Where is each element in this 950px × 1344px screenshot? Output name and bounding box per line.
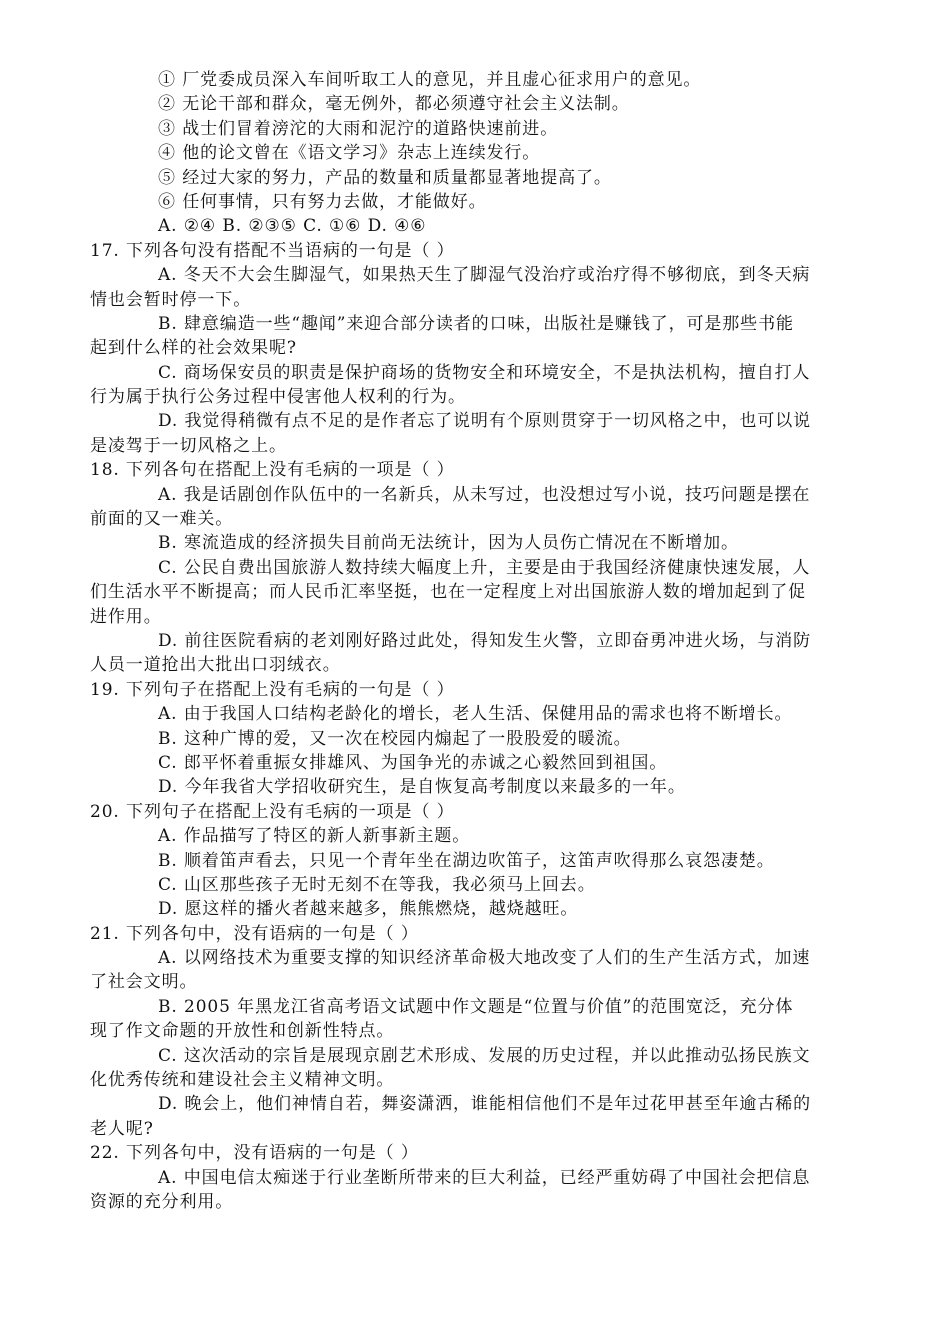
q17-option-d-cont: 是凌驾于一切风格之上。 xyxy=(90,435,287,456)
q22-stem: 22. 下列各句中，没有语病的一句是（ ） xyxy=(90,1143,419,1164)
q21-option-c: C. 这次活动的宗旨是展现京剧艺术形成、发展的历史过程，并以此推动弘扬民族文 xyxy=(158,1045,811,1066)
q17-option-c-cont: 行为属于执行公务过程中侵害他人权利的行为。 xyxy=(90,387,466,408)
q17-option-b-cont: 起到什么样的社会效果呢? xyxy=(90,338,297,359)
q19-option-a: A. 由于我国人口结构老龄化的增长，老人生活、保健用品的需求也将不断增长。 xyxy=(158,704,793,725)
q19-stem: 19. 下列句子在搭配上没有毛病的一句是（ ） xyxy=(90,679,455,700)
q21-option-b: B. 2005 年黑龙江省高考语文试题中作文题是“位置与价值”的范围宽泛，充分体 xyxy=(158,996,794,1017)
q20-stem: 20. 下列句子在搭配上没有毛病的一项是（ ） xyxy=(90,801,455,822)
q18-stem: 18. 下列各句在搭配上没有毛病的一项是（ ） xyxy=(90,460,455,481)
q17-option-d: D. 我觉得稍微有点不足的是作者忘了说明有个原则贯穿于一切风格之中，也可以说 xyxy=(158,411,812,432)
q18-option-b: B. 寒流造成的经济损失目前尚无法统计，因为人员伤亡情况在不断增加。 xyxy=(158,533,739,554)
q16-item-2: ② 无论干部和群众，毫无例外，都必须遵守社会主义法制。 xyxy=(158,94,630,115)
q20-option-b: B. 顺着笛声看去，只见一个青年坐在湖边吹笛子，这笛声吹得那么哀怨凄楚。 xyxy=(158,850,775,871)
q17-option-a: A. 冬天不大会生脚湿气，如果热天生了脚湿气没治疗或治疗得不够彻底，到冬天病 xyxy=(158,265,811,286)
question-18 xyxy=(0,458,950,678)
q16-item-3: ③ 战士们冒着滂沱的大雨和泥泞的道路快速前进。 xyxy=(158,118,559,139)
q19-option-c: C. 郎平怀着重振女排雄风、为国争光的赤诚之心毅然回到祖国。 xyxy=(158,752,668,773)
q17-option-c: C. 商场保安员的职责是保护商场的货物安全和环境安全，不是执法机构，擅自打人 xyxy=(158,362,811,383)
question-16-options xyxy=(0,68,950,239)
q18-option-c: C. 公民自费出国旅游人数持续大幅度上升，主要是由于我国经济健康快速发展，人 xyxy=(158,557,811,578)
q21-option-a: A. 以网络技术为重要支撑的知识经济革命极大地改变了人们的生产生活方式，加速 xyxy=(158,948,811,969)
q21-stem: 21. 下列各句中，没有语病的一句是（ ） xyxy=(90,923,419,944)
question-21 xyxy=(0,922,950,1142)
q16-item-4: ④ 他的论文曾在《语文学习》杂志上连续发行。 xyxy=(158,143,541,164)
question-19 xyxy=(0,678,950,800)
q18-option-a-cont: 前面的又一难关。 xyxy=(90,509,234,530)
q21-option-d-cont: 老人呢? xyxy=(90,1118,154,1139)
document-page xyxy=(0,68,950,1214)
q21-option-a-cont: 了社会文明。 xyxy=(90,972,198,993)
q20-option-a: A. 作品描写了特区的新人新事新主题。 xyxy=(158,826,471,847)
q18-option-a: A. 我是话剧创作队伍中的一名新兵，从未写过，也没想过写小说，技巧问题是摆在 xyxy=(158,484,811,505)
q16-item-6: ⑥ 任何事情，只有努力去做，才能做好。 xyxy=(158,191,487,212)
q21-option-d: D. 晚会上，他们神情自若，舞姿潇洒，谁能相信他们不是年过花甲甚至年逾古稀的 xyxy=(158,1094,812,1115)
q18-option-c-cont: 们生活水平不断提高；而人民币汇率坚挺，也在一定程度上对出国旅游人数的增加起到了促 xyxy=(90,582,806,603)
q16-item-5: ⑤ 经过大家的努力，产品的数量和质量都显著地提高了。 xyxy=(158,167,612,188)
q16-answer-choices: A. ②④ B. ②③⑤ C. ①⑥ D. ④⑥ xyxy=(158,216,427,237)
q19-option-d: D. 今年我省大学招收研究生，是自恢复高考制度以来最多的一年。 xyxy=(158,777,686,798)
q19-option-b: B. 这种广博的爱，又一次在校园内煽起了一股股爱的暖流。 xyxy=(158,728,632,749)
q16-item-1: ① 厂党委成员深入车间听取工人的意见，并且虚心征求用户的意见。 xyxy=(158,70,702,90)
q20-option-c: C. 山区那些孩子无时无刻不在等我，我必须马上回去。 xyxy=(158,874,596,895)
q22-option-a: A. 中国电信太痴迷于行业垄断所带来的巨大利益，已经严重妨碍了中国社会把信息 xyxy=(158,1167,811,1188)
q18-option-d-cont: 人员一道抢出大批出口羽绒衣。 xyxy=(90,655,341,676)
q17-option-a-cont: 情也会暂时停一下。 xyxy=(90,289,252,310)
q21-option-b-cont: 现了作文命题的开放性和创新性特点。 xyxy=(90,1021,395,1042)
q17-stem: 17. 下列各句没有搭配不当语病的一句是（ ） xyxy=(90,240,455,261)
question-22 xyxy=(0,1141,950,1214)
question-17 xyxy=(0,239,950,459)
q18-option-d: D. 前往医院看病的老刘刚好路过此处，得知发生火警，立即奋勇冲进火场，与消防 xyxy=(158,630,812,651)
q20-option-d: D. 愿这样的播火者越来越多，熊熊燃烧，越烧越旺。 xyxy=(158,899,579,920)
question-20 xyxy=(0,800,950,922)
q21-option-c-cont: 化优秀传统和建设社会主义精神文明。 xyxy=(90,1070,395,1091)
q22-option-a-cont: 资源的充分利用。 xyxy=(90,1191,234,1212)
q18-option-c-cont-2: 进作用。 xyxy=(90,606,162,627)
q17-option-b: B. 肆意编造一些“趣闻”来迎合部分读者的口味，出版社是赚钱了，可是那些书能 xyxy=(158,313,794,334)
